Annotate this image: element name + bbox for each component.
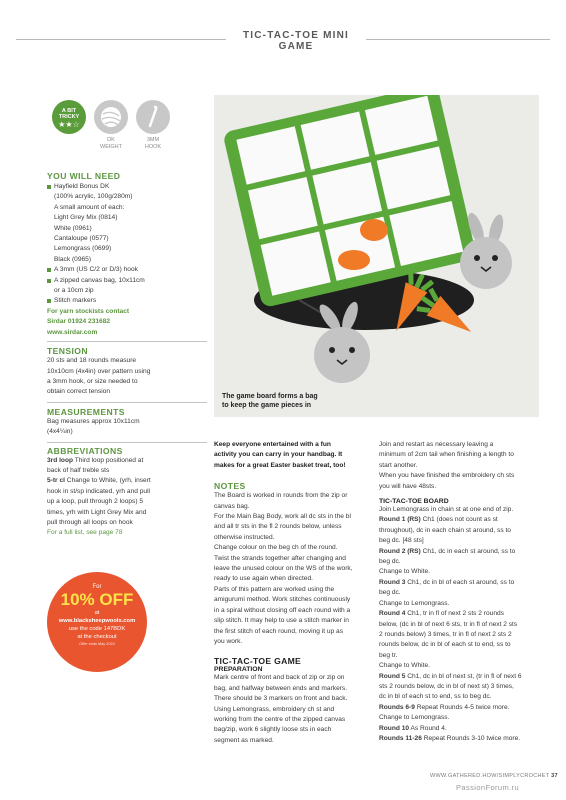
- embroidery-text: Join and restart as necessary leaving a minimum of 2cm tail when finishing a length to start another. When you have finished the embroidery ch sts you will have 48sts.: [379, 441, 515, 490]
- full-list-link[interactable]: For a full list, see page 78: [47, 529, 123, 537]
- page-title: TIC-TAC-TOE MINI GAME: [228, 30, 364, 52]
- skill-level-stars: ★★☆: [58, 120, 80, 129]
- divider: [47, 402, 207, 403]
- crochet-bag-illustration: [214, 95, 539, 417]
- discount-offer-badge[interactable]: For 10% OFF at www.blacksheepwools.com use the code 147BDK at the checkout Offer ends May 2024: [47, 572, 147, 672]
- preparation-text: Mark centre of front and back of zip or zip on bag, and halfway between ends and markers. There should be 3 markers on front and back. Using Lemongrass, embroidery ch st and working from the centre of the zipped canvas bag/zip, work 6 slightly loose sts in each segment as marked.: [214, 674, 348, 744]
- hook-size-label: 3MM HOOK: [144, 137, 162, 150]
- project-photo: [214, 95, 539, 417]
- measurements-heading: MEASUREMENTS: [47, 406, 125, 417]
- preparation-heading: PREPARATION: [214, 666, 263, 674]
- divider: [47, 442, 207, 443]
- divider: [47, 341, 207, 342]
- you-will-need-heading: YOU WILL NEED: [47, 171, 121, 181]
- notes-heading: NOTES: [214, 481, 246, 492]
- abbreviations-heading: ABBREVIATIONS: [47, 445, 123, 456]
- notes-text: The Board is worked in rounds from the zip or canvas bag. For the Main Bag Body, work all dc sts in the bl and all tr sts in the fl 2 rounds below, unless otherwise instructed. Change colour on the beg ch of the round. Twist the strands together after changing and leave the unused colour on the WS of the work, ready to use again when directed. Parts of this pattern are worked using the amigurumi method. Work stitches continuously in a spiral without closing off each round with a slip stitch. It may help to use a stitch marker in the first stitch of each round, moving it up as you work.: [214, 492, 353, 645]
- skill-level-line2: TRICKY: [58, 114, 80, 120]
- board-instructions: Join Lemongrass in chain st at one end of zip. Round 1 (RS) Ch1 (does not count as st throughout), dc in each chain st around, ss to beg dc. [48 sts] Round 2 (RS) Ch1, dc in each st around, ss to beg dc. Change to White. Round 3 Ch1, dc in bl of each st around, ss to beg dc. Change to Lemongrass. Round 4 Ch1, tr in fl of next 2 sts 2 rounds below, (dc in bl of next 6 sts, tr in fl of next 2 sts 2 rounds below) 3 times, tr in fl of next 2 sts 2 rounds below, dc in bl of each st to end, ss to beg tr. Change to White. Round 5 Ch1, dc in bl of next st, (tr in fl of next 6 sts 2 rounds below, dc in bl of next st) 3 times, dc in bl of each st to end, ss to beg dc. Rounds 6-9 Repeat Rounds 4-5 twice more. Change to Lemongrass. Round 10 As Round 4. Rounds 11-26 Repeat Rounds 3-10 twice more.: [379, 506, 522, 742]
- measurements-text: Bag measures approx 10x11cm (4x4¼in): [47, 417, 140, 436]
- skill-badges: [48, 98, 170, 158]
- intro-text: Keep everyone entertained with a fun activity you can carry in your handbag. It makes for a great Easter basket treat, too!: [214, 441, 346, 469]
- crochet-hook-icon: [136, 100, 170, 134]
- sirdar-link[interactable]: www.sirdar.com: [47, 328, 98, 336]
- watermark: PassionForum.ru: [456, 783, 520, 792]
- game-heading: TIC-TAC-TOE GAME: [214, 656, 302, 667]
- skill-level-line1: A BIT: [61, 108, 77, 114]
- middle-column: [214, 440, 374, 746]
- photo-caption: The game board forms a bag to keep the game pieces in: [222, 393, 318, 409]
- footer-site[interactable]: WWW.GATHERED.HOW/SIMPLYCROCHET: [430, 773, 550, 779]
- header-rule-left: [16, 39, 226, 40]
- board-heading: TIC-TAC-TOE BOARD: [379, 498, 449, 506]
- footer-credit: [430, 773, 558, 779]
- tension-heading: TENSION: [47, 346, 88, 357]
- header-rule-right: [366, 39, 550, 40]
- yarn-ball-icon: [94, 100, 128, 134]
- yarn-weight-label: DK WEIGHT: [100, 137, 122, 150]
- offer-headline: 10% OFF: [60, 590, 134, 609]
- left-column: [47, 171, 207, 539]
- skill-level-badge: [52, 100, 86, 134]
- tension-text: 20 sts and 18 rounds measure 10x10cm (4x4in) over pattern using a 3mm hook, or size needed to obtain correct tension: [47, 357, 151, 396]
- materials-list: Hayfield Bonus DK (100% acrylic, 100g/280m) A small amount of each: Light Grey Mix (0814) White (0961) Cantaloupe (0577) Lemongrass (0699) Black (0965) A 3mm (US C/2 or D/3) hook A zipped canvas bag, 10x11cm or a 10cm zip Stitch markers For yarn stockists contact Sirdar 01924 231682 www.sirdar.com: [47, 182, 207, 338]
- page-number: 37: [551, 773, 558, 779]
- abbreviations-text: 3rd loop Third loop positioned at back of half treble sts 5-tr cl Change to White, (yrh, insert hook in st/sp indicated, yrh and pull up a loop, pull through 2 loops) 5 times, yrh with Light Grey Mix and pull through all loops on hook For a full list, see page 78: [47, 456, 207, 539]
- right-column: [379, 440, 543, 744]
